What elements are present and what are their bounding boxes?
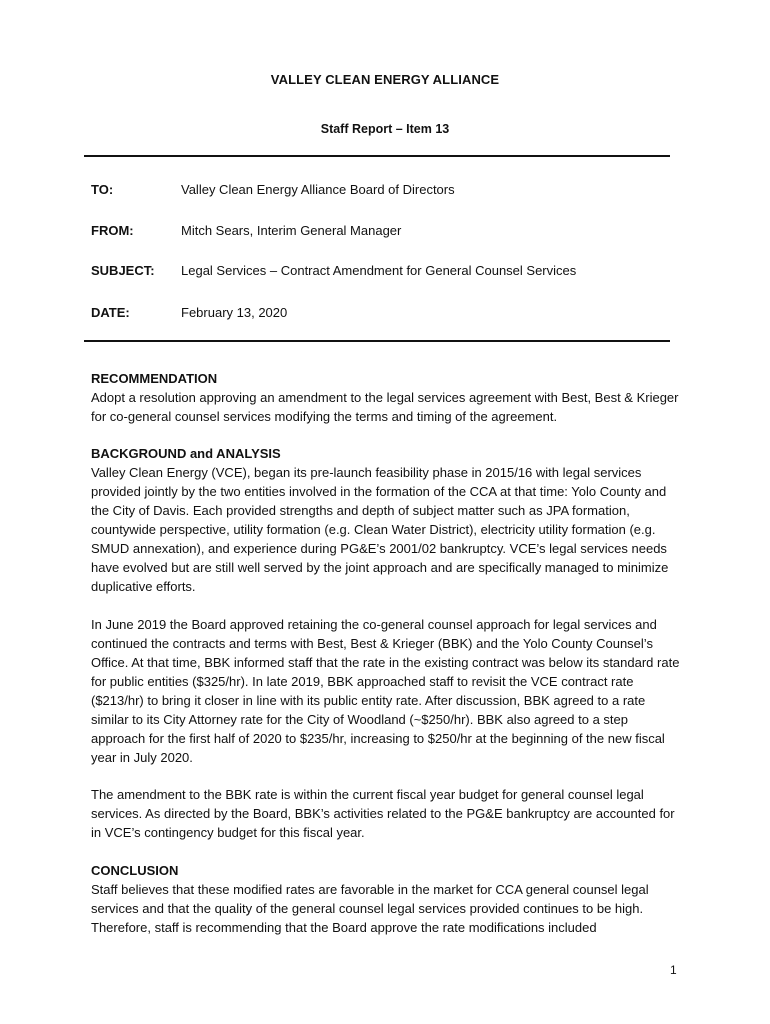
org-title: VALLEY CLEAN ENERGY ALLIANCE (270, 72, 500, 87)
report-title: Staff Report – Item 13 (320, 122, 450, 136)
memo-date-label: DATE: (91, 305, 130, 320)
page-number: 1 (670, 963, 677, 977)
recommendation-heading: RECOMMENDATION (91, 371, 218, 386)
conclusion-section (91, 861, 681, 937)
background-paragraph-3: The amendment to the BBK rate is within the current fiscal year budget for general counsel legal services. As directed by the Board, BBK’s activities related to the PG&E bankruptcy are accounted for in VCE’s contingency budget for this fiscal year. (91, 787, 675, 840)
background-heading: BACKGROUND and ANALYSIS (91, 446, 281, 461)
background-paragraph-3-block (91, 785, 681, 842)
recommendation-section (91, 369, 681, 426)
memo-to-value: Valley Clean Energy Alliance Board of Directors (181, 182, 455, 197)
memo-subject-label: SUBJECT: (91, 263, 155, 278)
background-paragraph-2: In June 2019 the Board approved retaining the co-general counsel approach for legal services and continued the contracts and terms with Best, Best & Krieger (BBK) and the Yolo County Counsel’s Office. At that time, BBK informed staff that the rate in the existing contract was below its standard rate for public entities ($325/hr). In late 2019, BBK approached staff to revisit the VCE contract rate ($213/hr) to bring it closer in line with its public entity rate. After discussion, BBK agreed to a rate similar to its City Attorney rate for the City of Woodland (~$250/hr). BBK also agreed to a step approach for the first half of 2020 to $235/hr, increasing to $250/hr at the beginning of the new fiscal year in July 2020. (91, 617, 680, 765)
memo-subject-value: Legal Services – Contract Amendment for General Counsel Services (181, 263, 577, 278)
memo-date-value: February 13, 2020 (181, 305, 288, 320)
memo-from-value: Mitch Sears, Interim General Manager (181, 223, 402, 238)
memo-from-label: FROM: (91, 223, 134, 238)
background-paragraph-2-block (91, 615, 681, 767)
bottom-divider (84, 340, 670, 342)
conclusion-text: Staff believes that these modified rates are favorable in the market for CCA general counsel legal services and that the quality of the general counsel legal services provided continues to be high. Therefore, staff is recommending that the Board approve the rate modifications included (91, 882, 649, 935)
background-section (91, 444, 681, 596)
top-divider (84, 155, 670, 157)
memo-to-label: TO: (91, 182, 114, 197)
recommendation-text: Adopt a resolution approving an amendment to the legal services agreement with Best, Best & Krieger for co-general counsel services modifying the terms and timing of the agreement. (91, 390, 679, 424)
background-paragraph-1: Valley Clean Energy (VCE), began its pre-launch feasibility phase in 2015/16 with legal services provided jointly by the two entities involved in the formation of the CCA at that time: Yolo County and the City of Davis. Each provided strengths and depth of subject matter such as JPA formation, countywide perspective, utility formation (e.g. Clean Water District), electricity utility formation (e.g. SMUD annexation), and experience during PG&E’s 2001/02 bankruptcy. VCE’s legal services needs have evolved but are still well served by the joint approach and are specifically managed to minimize duplicative efforts. (91, 465, 669, 594)
conclusion-heading: CONCLUSION (91, 863, 179, 878)
